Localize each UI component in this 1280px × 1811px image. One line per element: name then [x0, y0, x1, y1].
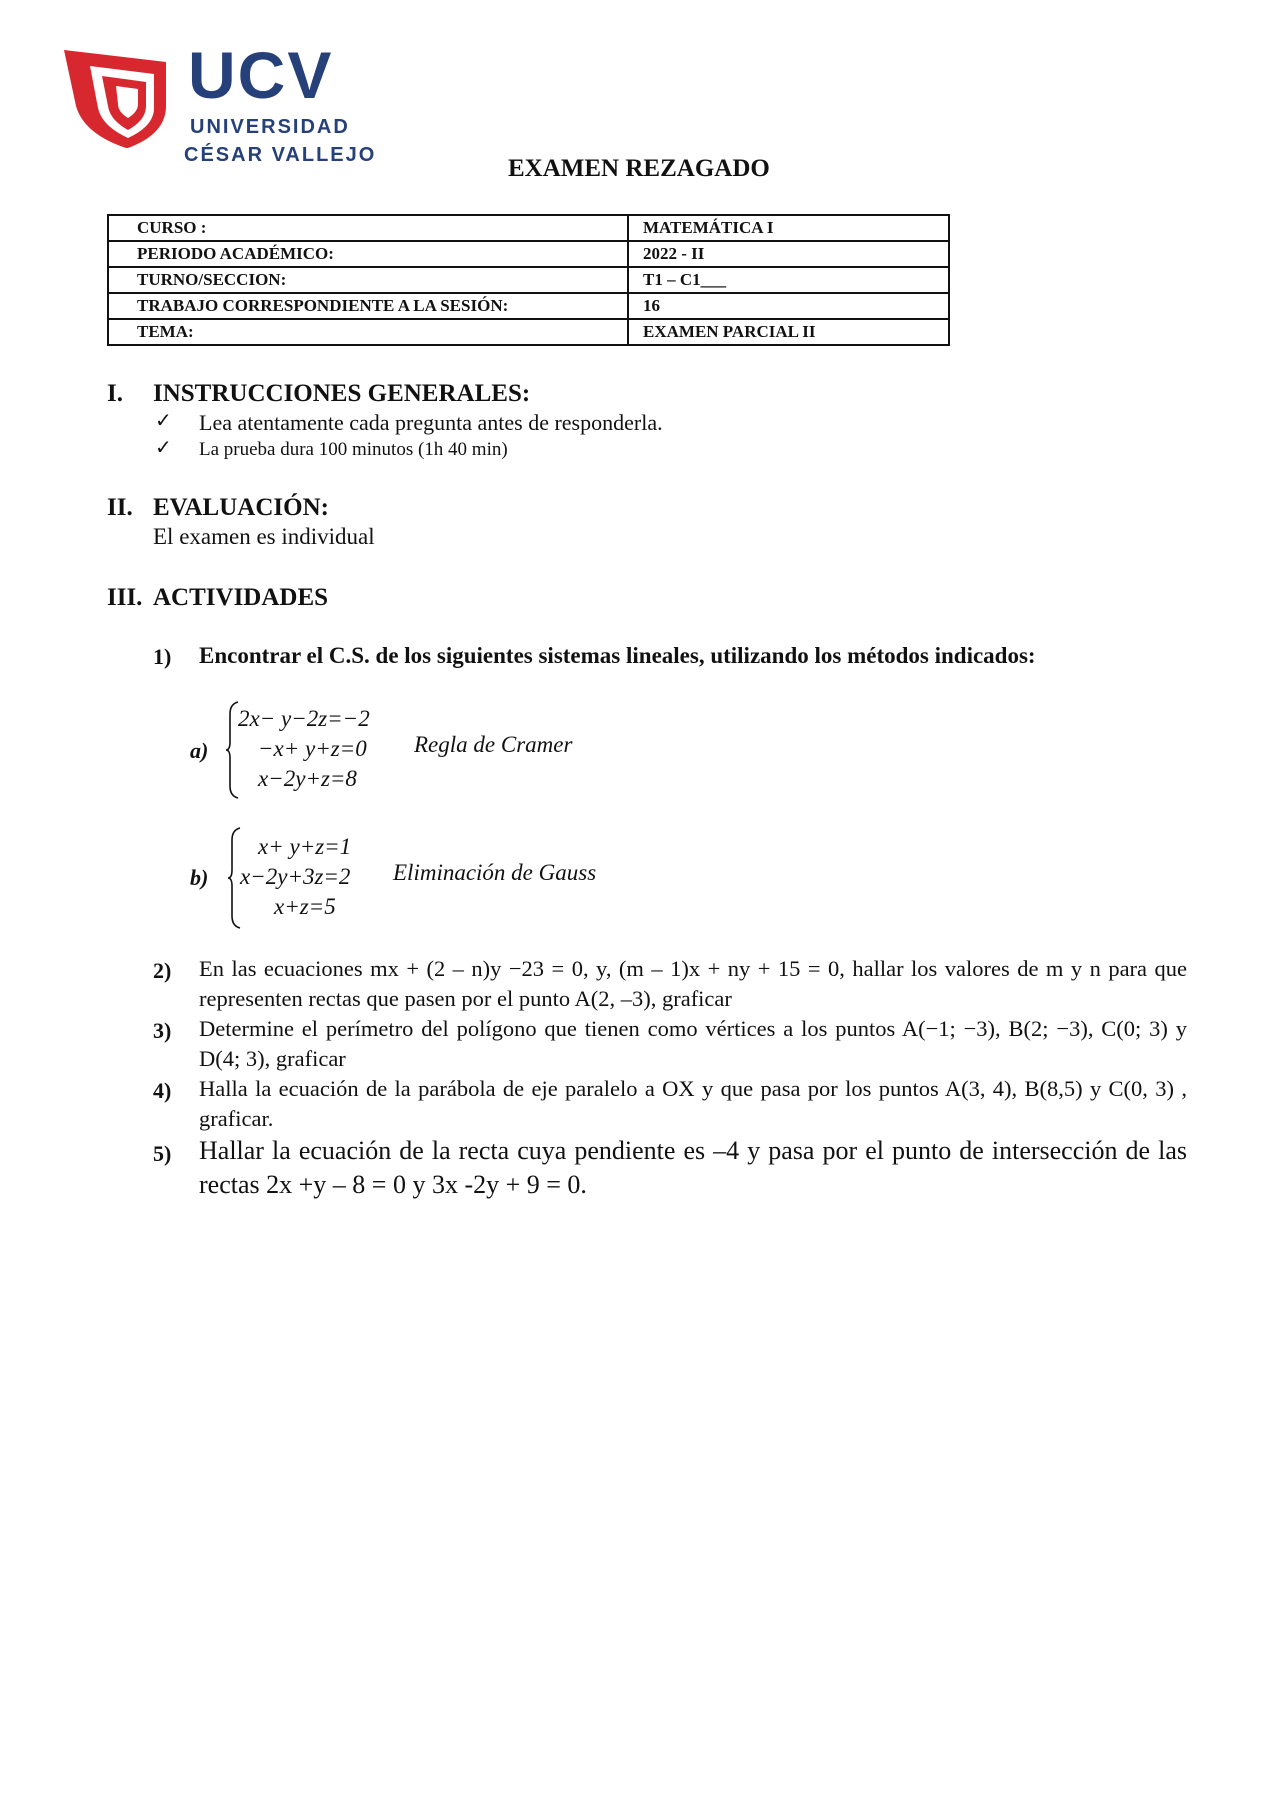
instruction-item: Lea atentamente cada pregunta antes de responderla. [199, 410, 663, 435]
checkmark-icon: ✓ [155, 410, 172, 432]
equation: x+ y+z=1 [258, 834, 352, 859]
info-label: TRABAJO CORRESPONDIENTE A LA SESIÓN: [108, 293, 628, 319]
question-number: 4) [153, 1078, 172, 1103]
equation: −x+ y+z=0 [258, 736, 367, 761]
info-value: 2022 - II [628, 241, 949, 267]
question-text: Halla la ecuación de la parábola de eje paralelo a OX y que pasa por los puntos A(3, 4), B(8,5) y C(0, 3) , graficar. [199, 1076, 1187, 1131]
method-label: Regla de Cramer [414, 732, 573, 757]
logo-line-cesar-vallejo: CÉSAR VALLEJO [184, 144, 377, 166]
method-label: Eliminación de Gauss [393, 860, 597, 885]
section-title-evaluacion: EVALUACIÓN: [153, 494, 329, 521]
equation: 2x− y−2z=−2 [238, 706, 370, 731]
section-title-actividades: ACTIVIDADES [153, 584, 329, 611]
info-value: 16 [628, 293, 949, 319]
instruction-item: La prueba dura 100 minutos (1h 40 min) [199, 439, 508, 460]
ucv-logo-icon [62, 48, 172, 148]
page-title: EXAMEN REZAGADO [508, 155, 770, 182]
table-row [108, 215, 949, 241]
question-text: Encontrar el C.S. de los siguientes sistemas lineales, utilizando los métodos indicados: [199, 643, 1036, 668]
question-number: 5) [153, 1141, 172, 1166]
info-label: CURSO : [108, 215, 628, 241]
info-label: TURNO/SECCION: [108, 267, 628, 293]
course-info-table [107, 214, 950, 346]
info-label: TEMA: [108, 319, 628, 345]
section-title-instrucciones: INSTRUCCIONES GENERALES: [153, 380, 531, 407]
question-number: 1) [153, 644, 172, 669]
evaluation-text: El examen es individual [153, 524, 375, 549]
table-row [108, 293, 949, 319]
equation: x−2y+z=8 [258, 766, 357, 791]
system-label-b: b) [190, 865, 209, 890]
equation: x+z=5 [274, 894, 336, 919]
system-label-a: a) [190, 738, 209, 763]
question-text: Hallar la ecuación de la recta cuya pendiente es –4 y pasa por el punto de intersección de las rectas 2x +y – 8 = 0 y 3x -2y + 9 = 0. [199, 1136, 1187, 1199]
section-number: III. [107, 584, 143, 611]
question-number: 2) [153, 958, 172, 983]
logo-line-universidad: UNIVERSIDAD [190, 116, 350, 138]
section-number: I. [107, 380, 123, 407]
info-value: EXAMEN PARCIAL II [628, 319, 949, 345]
table-row [108, 267, 949, 293]
info-value: MATEMÁTICA I [628, 215, 949, 241]
section-number: II. [107, 494, 133, 521]
checkmark-icon: ✓ [155, 437, 172, 459]
info-label: PERIODO ACADÉMICO: [108, 241, 628, 267]
question-number: 3) [153, 1018, 172, 1043]
info-value: T1 – C1___ [628, 267, 949, 293]
table-row [108, 241, 949, 267]
table-row [108, 319, 949, 345]
question-text: En las ecuaciones mx + (2 – n)y −23 = 0, y, (m – 1)x + ny + 15 = 0, hallar los valores de m y n para que representen rectas que pasen por el punto A(2, –3), graficar [199, 956, 1187, 1011]
question-text: Determine el perímetro del polígono que tienen como vértices a los puntos A(−1; −3), B(2; −3), C(0; 3) y D(4; 3), graficar [199, 1016, 1187, 1071]
equation: x−2y+3z=2 [240, 864, 351, 889]
logo-wordmark: UCV [188, 38, 334, 112]
